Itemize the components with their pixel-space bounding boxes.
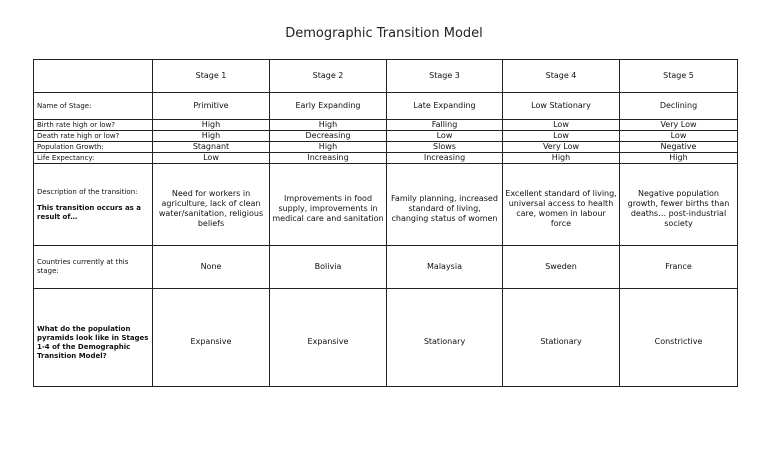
cell: Stationary [387, 289, 503, 387]
header-row [34, 60, 738, 93]
cell: Declining [620, 93, 738, 120]
description-label: Description of the transition: [37, 187, 138, 196]
row-label: Population Growth: [34, 142, 153, 153]
cell: Low [503, 120, 620, 131]
cell: Increasing [270, 153, 387, 164]
cell: Stagnant [153, 142, 270, 153]
cell: Low [620, 131, 738, 142]
cell: Sweden [503, 246, 620, 289]
row-label [34, 289, 153, 387]
header-stage-3: Stage 3 [387, 60, 503, 93]
description-sublabel: This transition occurs as a result of… [37, 203, 142, 221]
pyramids-label: What do the population pyramids look like in Stages 1-4 of the Demographic Transition Model? [37, 324, 149, 360]
cell: High [153, 120, 270, 131]
cell: Negative [620, 142, 738, 153]
cell: Late Expanding [387, 93, 503, 120]
cell: Very Low [620, 120, 738, 131]
cell: Need for workers in agriculture, lack of clean water/sanitation, religious beliefs [153, 164, 270, 246]
cell: Bolivia [270, 246, 387, 289]
cell: Excellent standard of living, universal access to health care, women in labour force [503, 164, 620, 246]
row-countries [34, 246, 738, 289]
cell: Early Expanding [270, 93, 387, 120]
cell: Low [503, 131, 620, 142]
cell: Decreasing [270, 131, 387, 142]
row-population-growth [34, 142, 738, 153]
cell: Increasing [387, 153, 503, 164]
cell: Expansive [270, 289, 387, 387]
cell: Improvements in food supply, improvements in medical care and sanitation [270, 164, 387, 246]
cell: Constrictive [620, 289, 738, 387]
cell: Low Stationary [503, 93, 620, 120]
row-label: Birth rate high or low? [34, 120, 153, 131]
row-stage-name [34, 93, 738, 120]
row-pyramids [34, 289, 738, 387]
cell: High [270, 120, 387, 131]
cell: Malaysia [387, 246, 503, 289]
header-stage-1: Stage 1 [153, 60, 270, 93]
cell: None [153, 246, 270, 289]
header-stage-5: Stage 5 [620, 60, 738, 93]
row-death-rate [34, 131, 738, 142]
row-label: Name of Stage: [34, 93, 153, 120]
cell: High [153, 131, 270, 142]
cell: Slows [387, 142, 503, 153]
cell: High [270, 142, 387, 153]
cell: High [503, 153, 620, 164]
header-stage-2: Stage 2 [270, 60, 387, 93]
cell: Low [387, 131, 503, 142]
row-label: Countries currently at this stage: [34, 246, 153, 289]
document-title: Demographic Transition Model [285, 26, 483, 41]
cell: High [620, 153, 738, 164]
cell: Primitive [153, 93, 270, 120]
header-stage-4: Stage 4 [503, 60, 620, 93]
row-birth-rate [34, 120, 738, 131]
cell: Expansive [153, 289, 270, 387]
row-life-expectancy [34, 153, 738, 164]
cell: Family planning, increased standard of living, changing status of women [387, 164, 503, 246]
row-label [34, 164, 153, 246]
dtm-table [33, 59, 738, 387]
cell: Very Low [503, 142, 620, 153]
cell: Low [153, 153, 270, 164]
cell: France [620, 246, 738, 289]
cell: Falling [387, 120, 503, 131]
cell: Stationary [503, 289, 620, 387]
row-label: Life Expectancy: [34, 153, 153, 164]
row-description [34, 164, 738, 246]
corner-cell [34, 60, 153, 93]
row-label: Death rate high or low? [34, 131, 153, 142]
cell: Negative population growth, fewer births than deaths… post-industrial society [620, 164, 738, 246]
